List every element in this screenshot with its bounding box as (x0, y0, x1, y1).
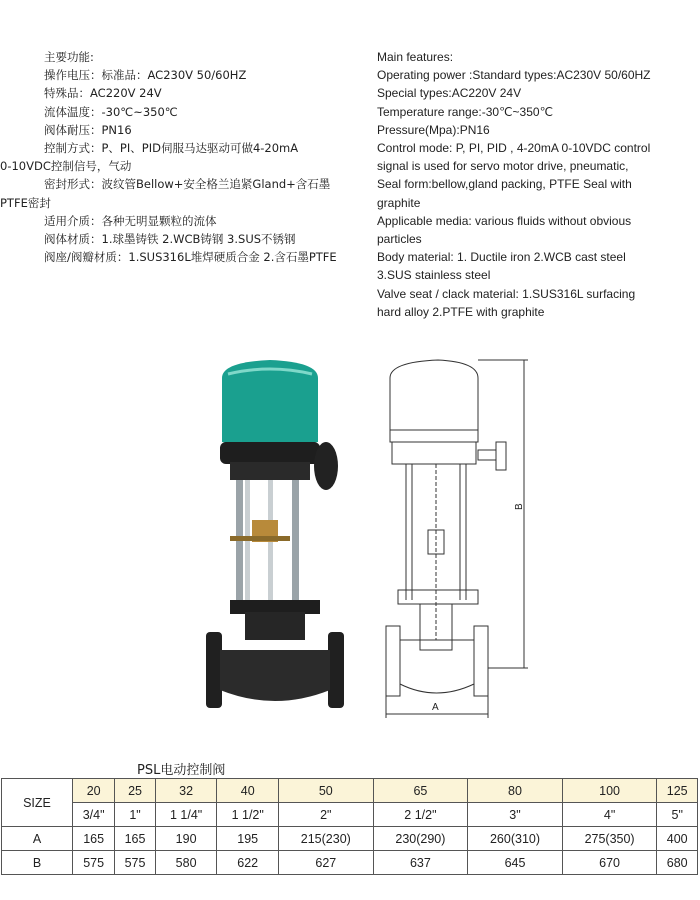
yoke-rod-inner (245, 480, 250, 605)
dim-b-label: B (514, 503, 525, 510)
en-line: graphite (377, 195, 421, 210)
actuator-collar (230, 462, 310, 480)
inch-cell: 1 1/2" (217, 803, 279, 827)
en-line: hard alloy 2.PTFE with graphite (377, 304, 545, 319)
dn-cell: 20 (73, 779, 115, 803)
a-label: A (2, 827, 73, 851)
bonnet (245, 612, 305, 640)
a-cell: 190 (155, 827, 217, 851)
en-line: Pressure(Mpa):PN16 (377, 122, 490, 137)
cn-line: 阀座/阀瓣材质：1.SUS316L堆焊硬质合金 2.含石墨PTFE (44, 250, 337, 265)
b-label: B (2, 851, 73, 875)
drawing-flange-right (474, 626, 488, 696)
a-cell: 195 (217, 827, 279, 851)
table-row-b (2, 851, 698, 875)
a-cell: 275(350) (562, 827, 657, 851)
cn-line: 流体温度：-30℃~350℃ (44, 104, 178, 119)
dn-cell: 40 (217, 779, 279, 803)
dn-cell: 32 (155, 779, 217, 803)
yoke-rod-right (292, 480, 299, 605)
b-cell: 622 (217, 851, 279, 875)
inch-cell: 3/4" (73, 803, 115, 827)
inch-cell: 1" (115, 803, 156, 827)
size-label: SIZE (2, 779, 73, 827)
actuator-base (220, 442, 320, 464)
b-cell: 580 (155, 851, 217, 875)
dn-cell: 80 (468, 779, 563, 803)
b-cell: 670 (562, 851, 657, 875)
dim-a-label: A (432, 702, 439, 713)
chinese-features (0, 48, 360, 266)
dn-cell: 50 (279, 779, 374, 803)
cn-line: 阀体耐压：PN16 (44, 122, 132, 137)
drawing-handwheel-shaft (478, 450, 496, 460)
flange-right (328, 632, 344, 708)
en-line: Applicable media: various fluids without obvious (377, 213, 632, 228)
b-cell: 645 (468, 851, 563, 875)
handwheel (314, 442, 338, 490)
en-line: Operating power :Standard types:AC230V 50/60HZ (377, 68, 651, 83)
a-cell: 230(290) (373, 827, 468, 851)
dn-cell: 125 (657, 779, 698, 803)
drawing-flange-left (386, 626, 400, 696)
stem (268, 480, 273, 605)
bonnet-plate (230, 600, 320, 614)
en-line: Special types:AC220V 24V (377, 86, 522, 101)
drawing-handwheel (496, 442, 506, 470)
b-cell: 575 (73, 851, 115, 875)
flange-left (206, 632, 222, 708)
english-features (377, 48, 677, 321)
cn-line: 阀体材质：1.球墨铸铁 2.WCB铸钢 3.SUS不锈钢 (44, 232, 296, 247)
cn-line: 0-10VDC控制信号，气动 (0, 159, 132, 174)
cn-line: 适用介质：各种无明显颗粒的流体 (44, 213, 217, 228)
inch-cell: 1 1/4" (155, 803, 217, 827)
drawing-body (400, 640, 474, 693)
cn-line: 特殊品：AC220V 24V (44, 86, 162, 101)
table-row-dn (2, 779, 698, 803)
table-row-inch (2, 803, 698, 827)
a-cell: 165 (115, 827, 156, 851)
dimension-table (1, 778, 698, 875)
dn-cell: 100 (562, 779, 657, 803)
en-line: Temperature range:-30℃~350℃ (377, 104, 554, 119)
inch-cell: 5" (657, 803, 698, 827)
valve-product-photo (200, 350, 350, 720)
table-row-a (2, 827, 698, 851)
en-line: Valve seat / clack material: 1.SUS316L surfacing (377, 286, 636, 301)
dn-cell: 65 (373, 779, 468, 803)
inch-cell: 2" (279, 803, 374, 827)
cn-line: 主要功能: (44, 50, 94, 64)
en-line: particles (377, 232, 422, 247)
b-cell: 575 (115, 851, 156, 875)
en-line: signal is used for servo motor drive, pneumatic, (377, 159, 629, 174)
en-line: Control mode: P, PI, PID , 4-20mA 0-10VDC control (377, 141, 651, 156)
cn-line: 控制方式：P、PI、PID伺服马达驱动可做4-20mA (44, 141, 299, 156)
cn-line: PTFE密封 (0, 195, 51, 210)
inch-cell: 3" (468, 803, 563, 827)
drawing-actuator-base (392, 442, 476, 464)
indicator-arm (230, 536, 290, 541)
a-cell: 400 (657, 827, 698, 851)
en-line: Body material: 1. Ductile iron 2.WCB cast steel (377, 250, 626, 265)
en-line: Seal form:bellow,gland packing, PTFE Seal with (377, 177, 632, 192)
cn-line: 密封形式：波纹管Bellow+安全格兰追紧Gland+含石墨 (44, 177, 331, 192)
valve-body (220, 650, 330, 701)
cn-line: 操作电压：标准品：AC230V 50/60HZ (44, 68, 247, 83)
inch-cell: 4" (562, 803, 657, 827)
yoke-rod-left (236, 480, 243, 605)
a-cell: 260(310) (468, 827, 563, 851)
dimension-drawing (378, 350, 538, 725)
b-cell: 637 (373, 851, 468, 875)
dn-cell: 25 (115, 779, 156, 803)
en-line: 3.SUS stainless steel (377, 268, 491, 283)
a-cell: 165 (73, 827, 115, 851)
a-cell: 215(230) (279, 827, 374, 851)
b-cell: 627 (279, 851, 374, 875)
inch-cell: 2 1/2" (373, 803, 468, 827)
en-line: Main features: (377, 50, 454, 64)
table-title: PSL电动控制阀 (137, 763, 226, 778)
b-cell: 680 (657, 851, 698, 875)
